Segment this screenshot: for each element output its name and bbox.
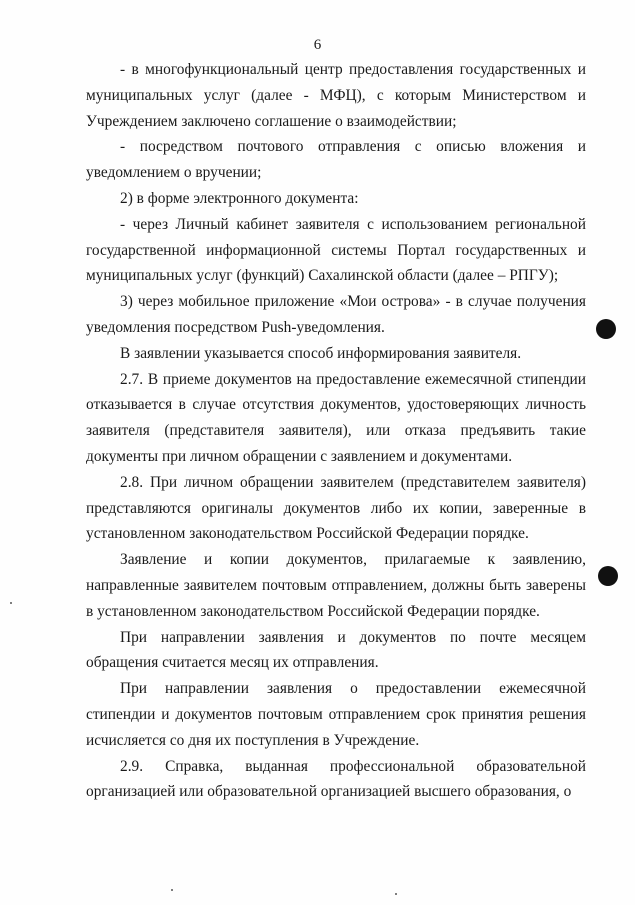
paragraph-postal: - посредством почтового отправления с описью вложения и уведомлением о вручении; [86,138,586,182]
paragraph-2-9: 2.9. Справка, выданная профессиональной образовательной организацией или образовательной организацией высшего образования, о [86,757,586,801]
body-text [86,57,586,805]
scan-speck [10,602,12,604]
paragraph-mfc: - в многофункциональный центр предоставления государственных и муниципальных услуг (далее - МФЦ), с которым Министерством и Учреждением заключено соглашение о взаимодействии; [86,61,586,130]
paragraph-copies-certified: Заявление и копии документов, прилагаемые к заявлению, направленные заявителем почтовым отправлением, должны быть заверены в установленном законодательством Российской Федерации порядке. [86,551,586,620]
punch-hole-mark [598,566,618,586]
paragraph-2-8: 2.8. При личном обращении заявителем (представителем заявителя) представляются оригиналы документов либо их копии, заверенные в установленном законодательством Российской Федерации порядке. [86,473,586,543]
paragraph-personal-account: - через Личный кабинет заявителя с использованием региональной государственной информационной системы Портал государственных и муниципальных услуг (функций) Сахалинской области (далее – РПГУ); [86,215,586,285]
paragraph-mail-month: При направлении заявления и документов по почте месяцем обращения считается месяц их отправления. [86,628,586,672]
scan-speck [171,889,173,891]
paragraph-mobile-app: 3) через мобильное приложение «Мои острова» - в случае получения уведомления посредством Push-уведомления. [86,293,586,336]
paragraph-notification-method: В заявлении указывается способ информирования заявителя. [120,344,522,362]
punch-hole-mark [596,319,616,339]
paragraph-electronic-form: 2) в форме электронного документа: [120,189,359,207]
page-number: 6 [313,37,322,53]
paragraph-2-7: 2.7. В приеме документов на предоставление ежемесячной стипендии отказывается в случае отсутствия документов, удостоверяющих личность заявителя (представителя заявителя), или отказа предъявить такие документы при личном обращении с заявлением и документами. [86,370,586,465]
paragraph-decision-term: При направлении заявления о предоставлении ежемесячной стипендии и документов почтовым отправлением срок принятия решения исчисляется со дня их поступления в Учреждение. [86,680,586,749]
scan-speck [395,893,397,895]
